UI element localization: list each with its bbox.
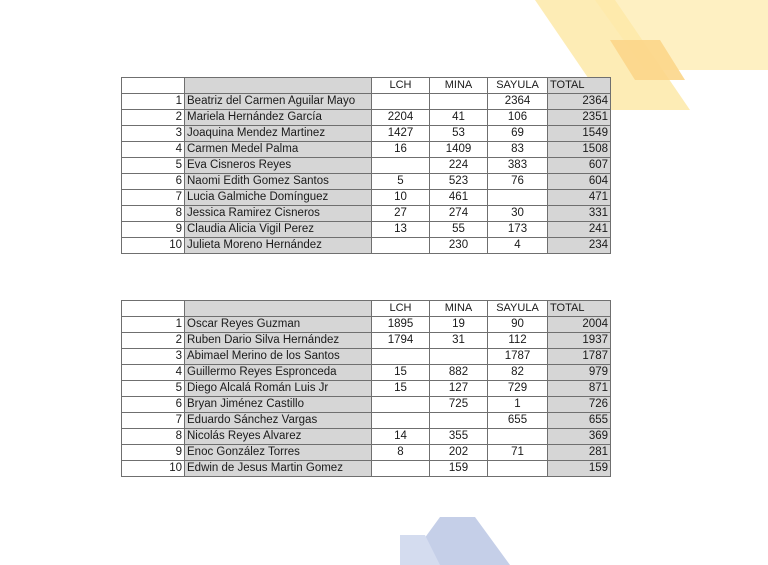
header-total: TOTAL <box>548 78 611 94</box>
cell-total: 655 <box>548 413 611 429</box>
cell-mina: 230 <box>430 238 488 254</box>
cell-sayula: 1787 <box>488 349 548 365</box>
cell-name: Ruben Dario Silva Hernández <box>185 333 372 349</box>
cell-number: 1 <box>122 94 185 110</box>
cell-number: 5 <box>122 158 185 174</box>
cell-total: 2004 <box>548 317 611 333</box>
cell-number: 10 <box>122 461 185 477</box>
cell-total: 241 <box>548 222 611 238</box>
cell-number: 2 <box>122 110 185 126</box>
table-row <box>122 222 611 238</box>
cell-mina: 53 <box>430 126 488 142</box>
cell-number: 1 <box>122 317 185 333</box>
cell-mina: 355 <box>430 429 488 445</box>
cell-total: 1937 <box>548 333 611 349</box>
cell-mina: 19 <box>430 317 488 333</box>
cell-lch <box>372 94 430 110</box>
cell-sayula: 83 <box>488 142 548 158</box>
cell-total: 369 <box>548 429 611 445</box>
cell-name: Lucia Galmiche Domínguez <box>185 190 372 206</box>
header-mina: MINA <box>430 78 488 94</box>
cell-total: 1549 <box>548 126 611 142</box>
header-row <box>122 78 611 94</box>
cell-sayula: 729 <box>488 381 548 397</box>
cell-lch: 27 <box>372 206 430 222</box>
cell-mina: 461 <box>430 190 488 206</box>
cell-name: Julieta Moreno Hernández <box>185 238 372 254</box>
header-sayula: SAYULA <box>488 301 548 317</box>
cell-name: Jessica Ramirez Cisneros <box>185 206 372 222</box>
cell-name: Edwin de Jesus Martin Gomez <box>185 461 372 477</box>
cell-lch: 5 <box>372 174 430 190</box>
cell-sayula: 82 <box>488 365 548 381</box>
cell-mina: 1409 <box>430 142 488 158</box>
cell-name: Claudia Alicia Vigil Perez <box>185 222 372 238</box>
cell-mina: 202 <box>430 445 488 461</box>
cell-name: Eva Cisneros Reyes <box>185 158 372 174</box>
cell-lch: 1427 <box>372 126 430 142</box>
cell-total: 871 <box>548 381 611 397</box>
cell-mina: 41 <box>430 110 488 126</box>
header-num <box>122 78 185 94</box>
cell-name: Nicolás Reyes Alvarez <box>185 429 372 445</box>
cell-number: 8 <box>122 206 185 222</box>
table-row <box>122 349 611 365</box>
cell-name: Diego Alcalá Román Luis Jr <box>185 381 372 397</box>
cell-lch <box>372 397 430 413</box>
decorative-shapes-bottom <box>400 505 550 565</box>
cell-sayula: 1 <box>488 397 548 413</box>
cell-name: Oscar Reyes Guzman <box>185 317 372 333</box>
cell-sayula: 90 <box>488 317 548 333</box>
table-row <box>122 126 611 142</box>
cell-total: 604 <box>548 174 611 190</box>
cell-number: 6 <box>122 397 185 413</box>
cell-total: 1787 <box>548 349 611 365</box>
cell-name: Joaquina Mendez Martinez <box>185 126 372 142</box>
cell-mina: 224 <box>430 158 488 174</box>
table-row <box>122 429 611 445</box>
cell-sayula <box>488 190 548 206</box>
cell-sayula: 76 <box>488 174 548 190</box>
cell-total: 159 <box>548 461 611 477</box>
cell-name: Eduardo Sánchez Vargas <box>185 413 372 429</box>
cell-number: 10 <box>122 238 185 254</box>
cell-sayula: 655 <box>488 413 548 429</box>
table-row <box>122 461 611 477</box>
cell-number: 4 <box>122 142 185 158</box>
cell-lch: 16 <box>372 142 430 158</box>
cell-total: 234 <box>548 238 611 254</box>
cell-lch <box>372 158 430 174</box>
cell-sayula: 71 <box>488 445 548 461</box>
table-row <box>122 94 611 110</box>
cell-mina <box>430 94 488 110</box>
cell-mina: 55 <box>430 222 488 238</box>
cell-sayula: 4 <box>488 238 548 254</box>
cell-name: Carmen Medel Palma <box>185 142 372 158</box>
cell-lch: 1895 <box>372 317 430 333</box>
cell-mina: 274 <box>430 206 488 222</box>
cell-lch: 2204 <box>372 110 430 126</box>
cell-lch: 1794 <box>372 333 430 349</box>
table-row <box>122 158 611 174</box>
cell-lch: 15 <box>372 365 430 381</box>
cell-name: Bryan Jiménez Castillo <box>185 397 372 413</box>
cell-total: 1508 <box>548 142 611 158</box>
header-row <box>122 301 611 317</box>
cell-number: 9 <box>122 445 185 461</box>
cell-sayula: 173 <box>488 222 548 238</box>
cell-lch: 8 <box>372 445 430 461</box>
cell-sayula: 106 <box>488 110 548 126</box>
cell-number: 9 <box>122 222 185 238</box>
header-lch: LCH <box>372 301 430 317</box>
table-row <box>122 413 611 429</box>
table-row <box>122 206 611 222</box>
table-row <box>122 365 611 381</box>
cell-sayula <box>488 429 548 445</box>
table-row <box>122 238 611 254</box>
cell-sayula: 69 <box>488 126 548 142</box>
cell-lch <box>372 349 430 365</box>
cell-sayula <box>488 461 548 477</box>
cell-lch <box>372 413 430 429</box>
cell-name: Beatriz del Carmen Aguilar Mayo <box>185 94 372 110</box>
ranking-table-2 <box>121 300 611 477</box>
table-row <box>122 110 611 126</box>
cell-total: 471 <box>548 190 611 206</box>
header-sayula: SAYULA <box>488 78 548 94</box>
table-row <box>122 445 611 461</box>
cell-name: Enoc González Torres <box>185 445 372 461</box>
cell-sayula: 30 <box>488 206 548 222</box>
cell-sayula: 383 <box>488 158 548 174</box>
cell-total: 281 <box>548 445 611 461</box>
cell-lch: 15 <box>372 381 430 397</box>
header-mina: MINA <box>430 301 488 317</box>
cell-number: 5 <box>122 381 185 397</box>
header-name <box>185 301 372 317</box>
cell-mina: 159 <box>430 461 488 477</box>
cell-number: 7 <box>122 190 185 206</box>
table-row <box>122 190 611 206</box>
cell-lch: 14 <box>372 429 430 445</box>
cell-sayula: 112 <box>488 333 548 349</box>
table-row <box>122 333 611 349</box>
cell-lch <box>372 238 430 254</box>
table-row <box>122 142 611 158</box>
cell-number: 8 <box>122 429 185 445</box>
cell-number: 3 <box>122 126 185 142</box>
table-row <box>122 174 611 190</box>
header-total: TOTAL <box>548 301 611 317</box>
cell-mina: 31 <box>430 333 488 349</box>
cell-mina: 127 <box>430 381 488 397</box>
cell-mina: 725 <box>430 397 488 413</box>
cell-name: Naomi Edith Gomez Santos <box>185 174 372 190</box>
cell-name: Guillermo Reyes Espronceda <box>185 365 372 381</box>
header-num <box>122 301 185 317</box>
cell-name: Mariela Hernández García <box>185 110 372 126</box>
cell-number: 6 <box>122 174 185 190</box>
header-lch: LCH <box>372 78 430 94</box>
cell-sayula: 2364 <box>488 94 548 110</box>
cell-number: 3 <box>122 349 185 365</box>
table-row <box>122 317 611 333</box>
cell-number: 7 <box>122 413 185 429</box>
cell-total: 607 <box>548 158 611 174</box>
cell-number: 2 <box>122 333 185 349</box>
table-row <box>122 397 611 413</box>
cell-mina <box>430 413 488 429</box>
cell-mina: 523 <box>430 174 488 190</box>
cell-total: 2351 <box>548 110 611 126</box>
cell-total: 979 <box>548 365 611 381</box>
cell-name: Abimael Merino de los Santos <box>185 349 372 365</box>
cell-lch: 13 <box>372 222 430 238</box>
cell-mina <box>430 349 488 365</box>
table-row <box>122 381 611 397</box>
cell-lch: 10 <box>372 190 430 206</box>
cell-mina: 882 <box>430 365 488 381</box>
ranking-table-1 <box>121 77 611 254</box>
cell-number: 4 <box>122 365 185 381</box>
cell-total: 2364 <box>548 94 611 110</box>
cell-lch <box>372 461 430 477</box>
header-name <box>185 78 372 94</box>
cell-total: 331 <box>548 206 611 222</box>
cell-total: 726 <box>548 397 611 413</box>
